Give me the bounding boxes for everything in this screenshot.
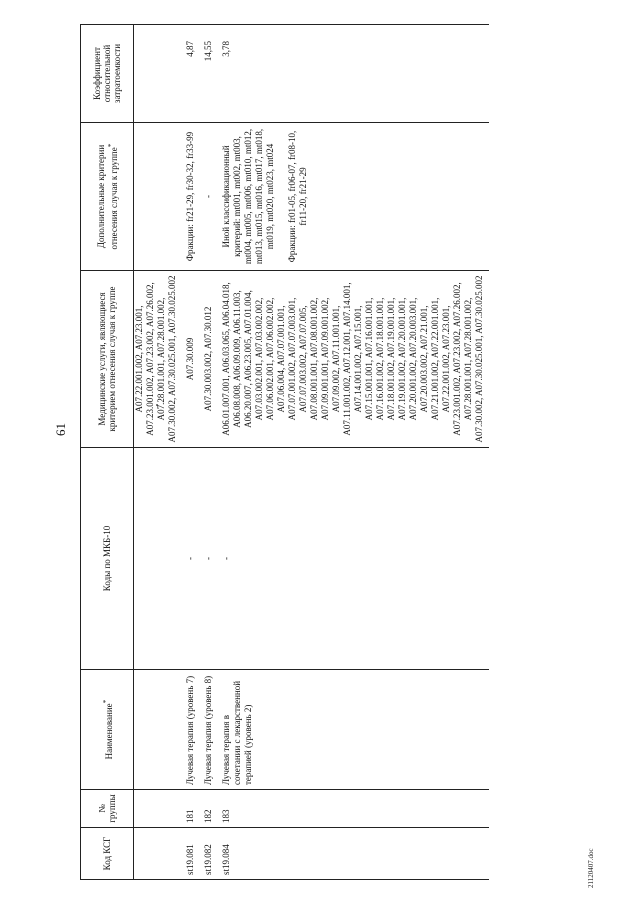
header-extra-footnote-mark: * xyxy=(105,143,115,148)
header-mkb: Коды по МКБ-10 xyxy=(81,448,134,670)
header-extra xyxy=(81,123,134,271)
document-id: 21120407.doc xyxy=(587,848,595,888)
cell-extra: Фракции: fr21-29, fr30-32, fr33-99 xyxy=(182,123,200,271)
cell-empty xyxy=(134,790,183,828)
header-extra-text: Дополнительные критерии отнесения случая к группе xyxy=(95,144,119,250)
cell-coef: 3,78 xyxy=(218,25,489,123)
cell-code: st19.084 xyxy=(218,828,489,880)
table-header-row xyxy=(81,25,134,880)
cell-extra: Иной классификационный критерий: mt001, mt002, mt003, mt004, mt005, mt006, mt010, mt012, mt013, mt015, mt016, mt017, mt018, mt019, mt020, mt023, mt024 Фракции: fr01-05, fr06-07, fr08-10, fr11-20, fr21-29 xyxy=(218,123,489,271)
header-code: Код КСГ xyxy=(81,828,134,880)
cell-name: Лучевая терапия в сочетании с лекарственной терапией (уровень 2) xyxy=(218,670,489,790)
cell-services: A07.22.001.002, A07.23.001, A07.23.001.002, A07.23.002, A07.26.002, A07.28.001.001, A07.28.001.002, A07.30.002, A07.30.025.001, A07.30.025.002 xyxy=(134,271,183,448)
table-row xyxy=(218,25,489,880)
cell-empty xyxy=(134,25,183,123)
cell-services: A06.01.007.001, A06.03.065, A06.04.018, A06.08.008, A06.09.009, A06.11.003, A06.20.007, A06.23.005, A07.01.004, A07.03.002.001, A07.03.002.002, A07.06.002.001, A07.06.002.002, A07.06.004, A07.07.001.001, A07.07.001.002, A07.07.003.001, A07.07.003.002, A07.07.005, A07.08.001.001, A07.08.001.002, A07.09.001.001, A07.09.001.002, A07.09.002, A07.11.001.001, A07.11.001.002, A07.12.001, A07.14.001, A07.14.001.002, A07.15.001, A07.15.001.001, A07.16.001.001, A07.16.001.002, A07.18.001.001, A07.18.001.002, A07.19.001.001, A07.19.001.002, A07.20.001.001, A07.20.001.002, A07.20.003.001, A07.20.003.002, A07.21.001, A07.21.001.002, A07.22.001.001, A07.22.001.002, A07.23.001, A07.23.001.002, A07.23.002, A07.26.002, A07.28.001.001, A07.28.001.002, A07.30.002, A07.30.025.001, A07.30.025.002 xyxy=(218,271,489,448)
cell-mkb: - xyxy=(182,448,200,670)
header-services: Медицинские услуги, являющиеся критерием отнесения случая к группе xyxy=(81,271,134,448)
header-name-text: Наименование xyxy=(103,703,114,760)
ksg-table xyxy=(80,24,489,880)
cell-services: A07.30.009 xyxy=(182,271,200,448)
cell-services: A07.30.003.002, A07.30.012 xyxy=(200,271,218,448)
header-name xyxy=(81,670,134,790)
cell-empty xyxy=(134,448,183,670)
cell-group: 181 xyxy=(182,790,200,828)
landscape-content xyxy=(80,25,626,880)
cell-code: st19.081 xyxy=(182,828,200,880)
header-coef: Коэффициент относительной затратоемкости xyxy=(81,25,134,123)
cell-group: 183 xyxy=(218,790,489,828)
cell-extra: - xyxy=(200,123,218,271)
header-group-no: № группы xyxy=(81,790,134,828)
cell-mkb: - xyxy=(200,448,218,670)
cell-name: Лучевая терапия (уровень 8) xyxy=(200,670,218,790)
cell-empty xyxy=(134,670,183,790)
cell-empty xyxy=(134,123,183,271)
table-row xyxy=(200,25,218,880)
cell-name: Лучевая терапия (уровень 7) xyxy=(182,670,200,790)
cell-group: 182 xyxy=(200,790,218,828)
table-row-continuation xyxy=(134,25,183,880)
cell-empty xyxy=(134,828,183,880)
cell-code: st19.082 xyxy=(200,828,218,880)
header-name-footnote-mark: * xyxy=(100,699,110,704)
page-number: 61 xyxy=(53,423,68,436)
cell-coef: 14,55 xyxy=(200,25,218,123)
cell-mkb: - xyxy=(218,448,489,670)
cell-coef: 4,87 xyxy=(182,25,200,123)
table-row xyxy=(182,25,200,880)
